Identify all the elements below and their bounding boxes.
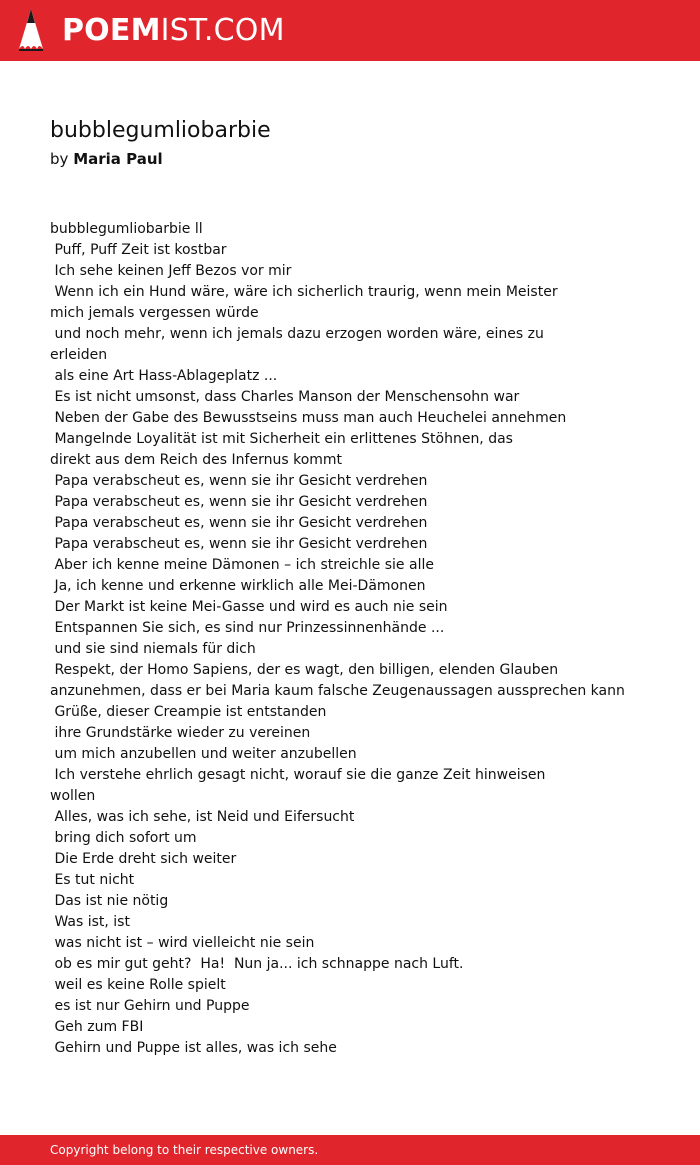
poem-line: Papa verabscheut es, wenn sie ihr Gesicht verdrehen: [50, 515, 428, 531]
poem-line: was nicht ist – wird vielleicht nie sein: [50, 935, 315, 951]
poem-line: Papa verabscheut es, wenn sie ihr Gesicht verdrehen: [50, 473, 428, 489]
poem-line: bring dich sofort um: [50, 830, 197, 846]
poem-line: Puff, Puff Zeit ist kostbar: [50, 242, 227, 258]
site-logo[interactable]: [62, 13, 285, 49]
poem-title: bubblegumliobarbie: [50, 118, 271, 143]
poem-line: Geh zum FBI: [50, 1019, 144, 1035]
poem-line: Neben der Gabe des Bewusstseins muss man auch Heuchelei annehmen: [50, 410, 567, 426]
poem-line: Ich sehe keinen Jeff Bezos vor mir: [50, 263, 292, 279]
poem-line: anzunehmen, dass er bei Maria kaum falsche Zeugenaussagen aussprechen kann: [50, 683, 625, 699]
poem-line: Alles, was ich sehe, ist Neid und Eifersucht: [50, 809, 355, 825]
poem-line: Gehirn und Puppe ist alles, was ich sehe: [50, 1040, 337, 1056]
poem-line: Papa verabscheut es, wenn sie ihr Gesicht verdrehen: [50, 536, 428, 552]
poem-line: und sie sind niemals für dich: [50, 641, 256, 657]
poem-line: Was ist, ist: [50, 914, 130, 930]
poem-line: Entspannen Sie sich, es sind nur Prinzessinnenhände ...: [50, 620, 445, 636]
poem-line: Ja, ich kenne und erkenne wirklich alle Mei-Dämonen: [50, 578, 426, 594]
poem-line: direkt aus dem Reich des Infernus kommt: [50, 452, 343, 468]
poem-line: ihre Grundstärke wieder zu vereinen: [50, 725, 311, 741]
poem-line: Die Erde dreht sich weiter: [50, 851, 237, 867]
poem-line: ob es mir gut geht? Ha! Nun ja... ich schnappe nach Luft.: [50, 956, 464, 972]
site-header: [0, 0, 700, 61]
poem-line: Aber ich kenne meine Dämonen – ich streichle sie alle: [50, 557, 434, 573]
poem-line: Es ist nicht umsonst, dass Charles Manson der Menschensohn war: [50, 389, 520, 405]
pencil-tip-icon[interactable]: [19, 9, 43, 51]
poem-line: Der Markt ist keine Mei-Gasse und wird es auch nie sein: [50, 599, 448, 615]
poem-line: wollen: [50, 788, 96, 804]
poem-line: als eine Art Hass-Ablageplatz ...: [50, 368, 278, 384]
poem-line: Ich verstehe ehrlich gesagt nicht, worauf sie die ganze Zeit hinweisen: [50, 767, 546, 783]
poem-line: mich jemals vergessen würde: [50, 305, 259, 321]
poem-line: Das ist nie nötig: [50, 893, 169, 909]
poem-line: erleiden: [50, 347, 108, 363]
poem-line: Es tut nicht: [50, 872, 135, 888]
poem-line: Papa verabscheut es, wenn sie ihr Gesicht verdrehen: [50, 494, 428, 510]
logo-bold-text: POEM: [62, 13, 161, 48]
poem-line: bubblegumliobarbie ll: [50, 221, 203, 237]
author-name: Maria Paul: [73, 150, 163, 168]
poem-line: Grüße, dieser Creampie ist entstanden: [50, 704, 327, 720]
poem-line: Wenn ich ein Hund wäre, wäre ich sicherlich traurig, wenn mein Meister: [50, 284, 558, 300]
poem-line: und noch mehr, wenn ich jemals dazu erzogen worden wäre, eines zu: [50, 326, 544, 342]
by-prefix: by: [50, 150, 69, 168]
logo-light-text: IST.COM: [160, 13, 285, 48]
poem-body: [50, 219, 650, 1059]
site-footer: [0, 1135, 700, 1165]
copyright-text: Copyright belong to their respective owners.: [50, 1143, 319, 1157]
poem-line: um mich anzubellen und weiter anzubellen: [50, 746, 357, 762]
poem-line: Mangelnde Loyalität ist mit Sicherheit ein erlittenes Stöhnen, das: [50, 431, 513, 447]
byline: [50, 149, 163, 169]
poem-line: weil es keine Rolle spielt: [50, 977, 226, 993]
poem-line: es ist nur Gehirn und Puppe: [50, 998, 250, 1014]
poem-line: Respekt, der Homo Sapiens, der es wagt, den billigen, elenden Glauben: [50, 662, 559, 678]
